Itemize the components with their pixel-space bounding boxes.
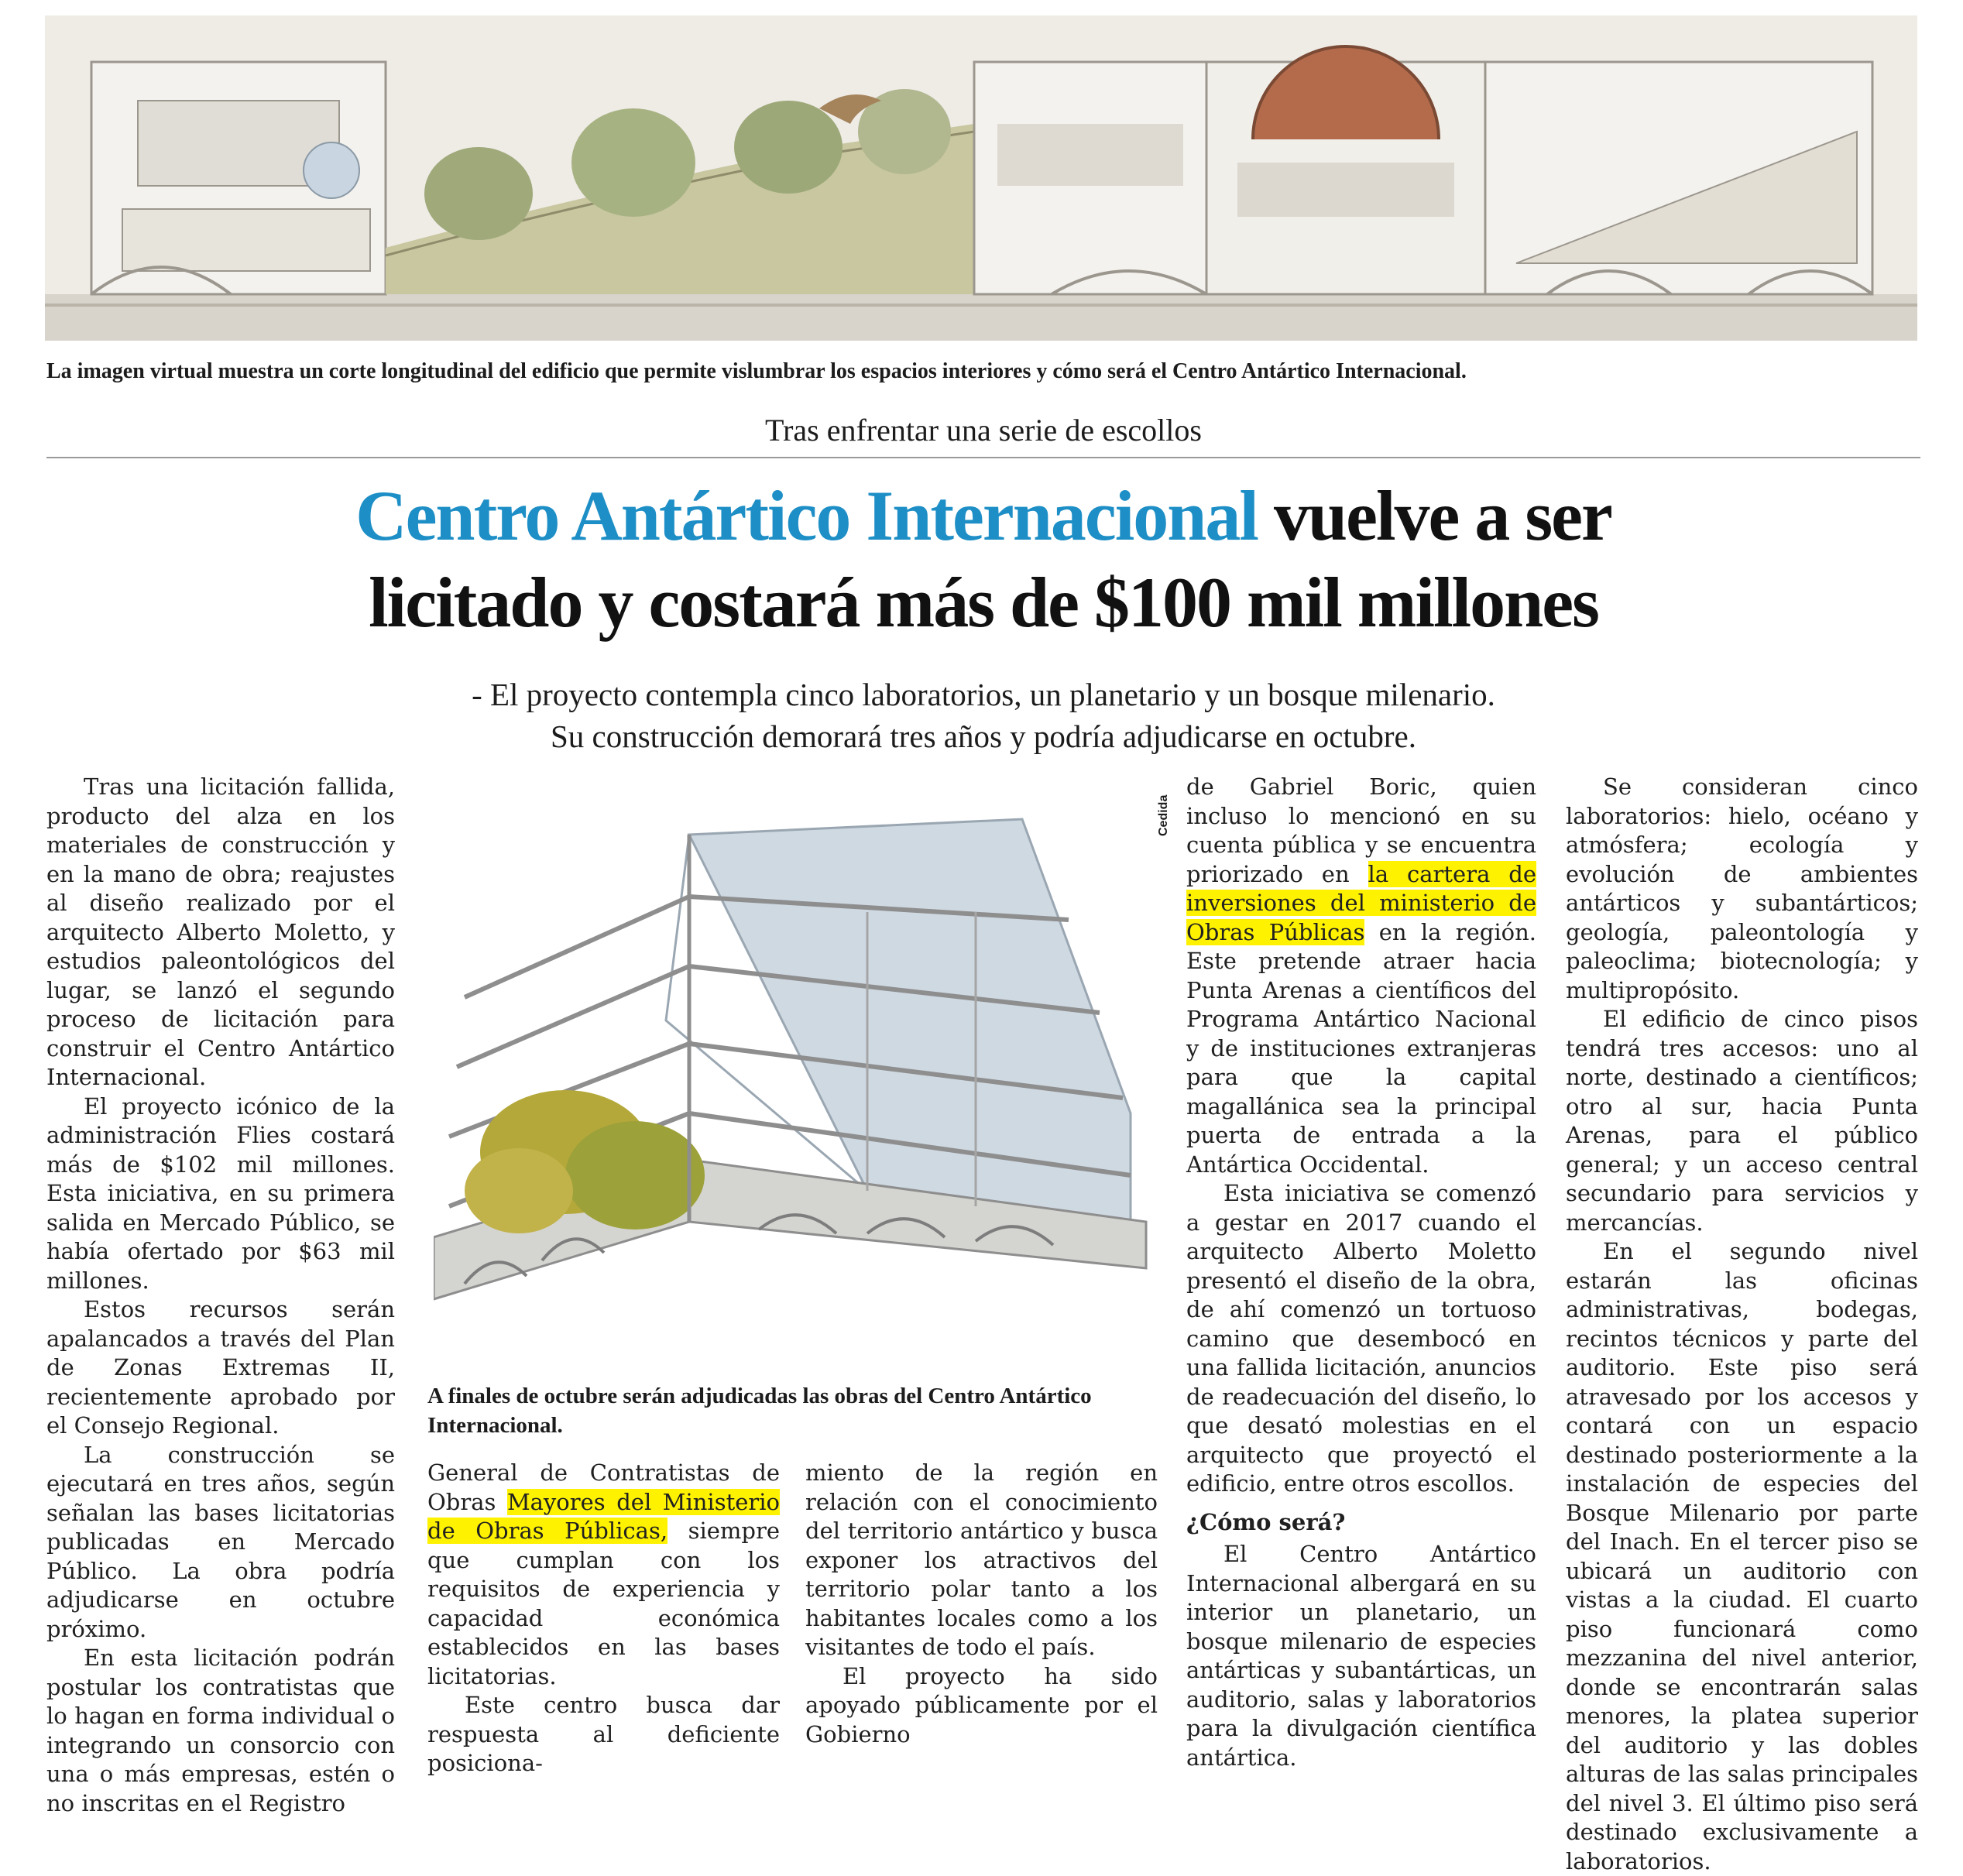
paragraph: Se consideran cinco laboratorios: hielo, océano y atmósfera; ecología y evolución de ambientes antárticos y subantárticos; geología, paleontología y paleoclima; biotecnología; y multipropósito.: [1566, 773, 1918, 1003]
headline-line1-rest: vuelve a ser: [1273, 476, 1611, 555]
divider: [46, 457, 1920, 458]
headline-line2: licitado y costará más de $100 mil millones: [369, 563, 1598, 642]
paragraph: Tras una licitación fallida, producto del alza en los materiales de construcción y en la mano de obra; reajustes al diseño realizado por el arquitecto Alberto Moletto, y estudios paleontológicos del lugar, se lanzó el segundo proceso de licitación para construir el Centro Antártico Internacional.: [46, 773, 395, 1090]
article-column-3: [805, 1459, 1158, 1749]
building-photo: [434, 788, 1162, 1346]
text-run: de Gabriel Boric, quien incluso lo mencionó en su cuenta pública y se encuentra priorizado en: [1186, 773, 1536, 887]
paragraph: Este centro busca dar respuesta al deficiente posiciona-: [427, 1692, 780, 1776]
paragraph: El proyecto icónico de la administración Flies costará más de $102 mil millones. Esta iniciativa, en su primera salida en Mercado Público, se había ofertado por $63 mil millones.: [46, 1092, 395, 1294]
subhead: ¿Cómo será?: [1186, 1508, 1346, 1535]
building-section-image: [45, 15, 1917, 341]
photo-credit: Cedida: [1157, 794, 1170, 836]
top-image-caption: La imagen virtual muestra un corte longitudinal del edificio que permite vislumbrar los espacios interiores y cómo será el Centro Antártico Internacional.: [46, 359, 1467, 383]
deck: [46, 674, 1920, 757]
article-column-1: [46, 773, 395, 1818]
text-run: en la región. Este pretende atraer hacia Punta Arenas a científicos del Programa Antártico Nacional y de instituciones extranjeras para que la capital magallánica sea la principal puerta de entrada a la Antártica Occidental.: [1186, 918, 1537, 1178]
paragraph: En esta licitación podrán postular los contratistas que lo hagan en forma individual o integrando un consorcio con una o más empresas, estén o no inscritas en el Registro: [46, 1645, 395, 1816]
paragraph: En el segundo nivel estarán las oficinas administrativas, bodegas, recintos técnicos y parte del auditorio. Este piso será atravesado por los accesos y contará con un espacio destinado posteriormente a la instalación de especies del Bosque Milenario por parte del Inach. En el tercer piso se ubicará un auditorio con vistas a la ciudad. El cuarto piso funcionará como mezzanina del nivel anterior, donde se encontrarán salas menores, la platea superior del auditorio y las dobles alturas de las salas principales del nivel 3. El último piso será destinado exclusivamente a laboratorios.: [1566, 1238, 1918, 1874]
paragraph: La construcción se ejecutará en tres años, según señalan las bases licitatorias publicadas en Mercado Público. La obra podría adjudicarse en octubre próximo.: [46, 1441, 395, 1642]
paragraph: Estos recursos serán apalancados a través del Plan de Zonas Extremas II, recientemente aprobado por el Consejo Regional.: [46, 1296, 395, 1439]
article-column-5: [1566, 773, 1918, 1876]
deck-line1: - El proyecto contempla cinco laboratorios, un planetario y un bosque milenario.: [472, 677, 1495, 712]
kicker: Tras enfrentar una serie de escollos: [765, 413, 1202, 448]
photo-caption: A finales de octubre serán adjudicadas las obras del Centro Antártico Internacional.: [427, 1384, 1092, 1438]
paragraph: Esta iniciativa se comenzó a gestar en 2017 cuando el arquitecto Alberto Moletto presentó el diseño de la obra, de ahí comenzó un tortuoso camino que desembocó en una fallida licitación, anuncios de readecuación del diseño, lo que desató molestias en el arquitecto que proyectó el edificio, entre otros escollos.: [1186, 1180, 1536, 1497]
article-column-2: [427, 1459, 780, 1778]
paragraph: [1186, 773, 1536, 1179]
headline: [46, 472, 1920, 646]
paragraph: [427, 1459, 780, 1691]
text-run: siempre que cumplan con los requisitos de experiencia y capacidad económica establecidos en las bases licitatorias.: [427, 1518, 780, 1689]
headline-highlight: Centro Antártico Internacional: [355, 476, 1258, 555]
paragraph: miento de la región en relación con el conocimiento del territorio antártico y busca exponer los atractivos del territorio polar tanto a los habitantes locales como a los visitantes de todo el país.: [805, 1459, 1158, 1660]
article-column-4: [1186, 773, 1536, 1772]
text-run: General de Contratistas de Obras: [427, 1459, 780, 1515]
highlighted-text: la cartera de inversiones del ministerio de Obras Públicas: [1186, 860, 1537, 945]
deck-line2: Su construcción demorará tres años y podría adjudicarse en octubre.: [551, 719, 1416, 754]
paragraph: El edificio de cinco pisos tendrá tres accesos: uno al norte, destinado a científicos; otro al sur, hacia Punta Arenas, para el público general; y un acceso central secundario para servicios y mercancías.: [1566, 1006, 1918, 1236]
paragraph: El Centro Antártico Internacional albergará en su interior un planetario, un bosque milenario de especies antárticas y subantárticas, un auditorio, salas y laboratorios para la divulgación científica antártica.: [1186, 1541, 1536, 1771]
highlighted-text: Mayores del Ministerio de Obras Públicas,: [427, 1488, 781, 1544]
paragraph: El proyecto ha sido apoyado públicamente por el Gobierno: [805, 1662, 1158, 1747]
